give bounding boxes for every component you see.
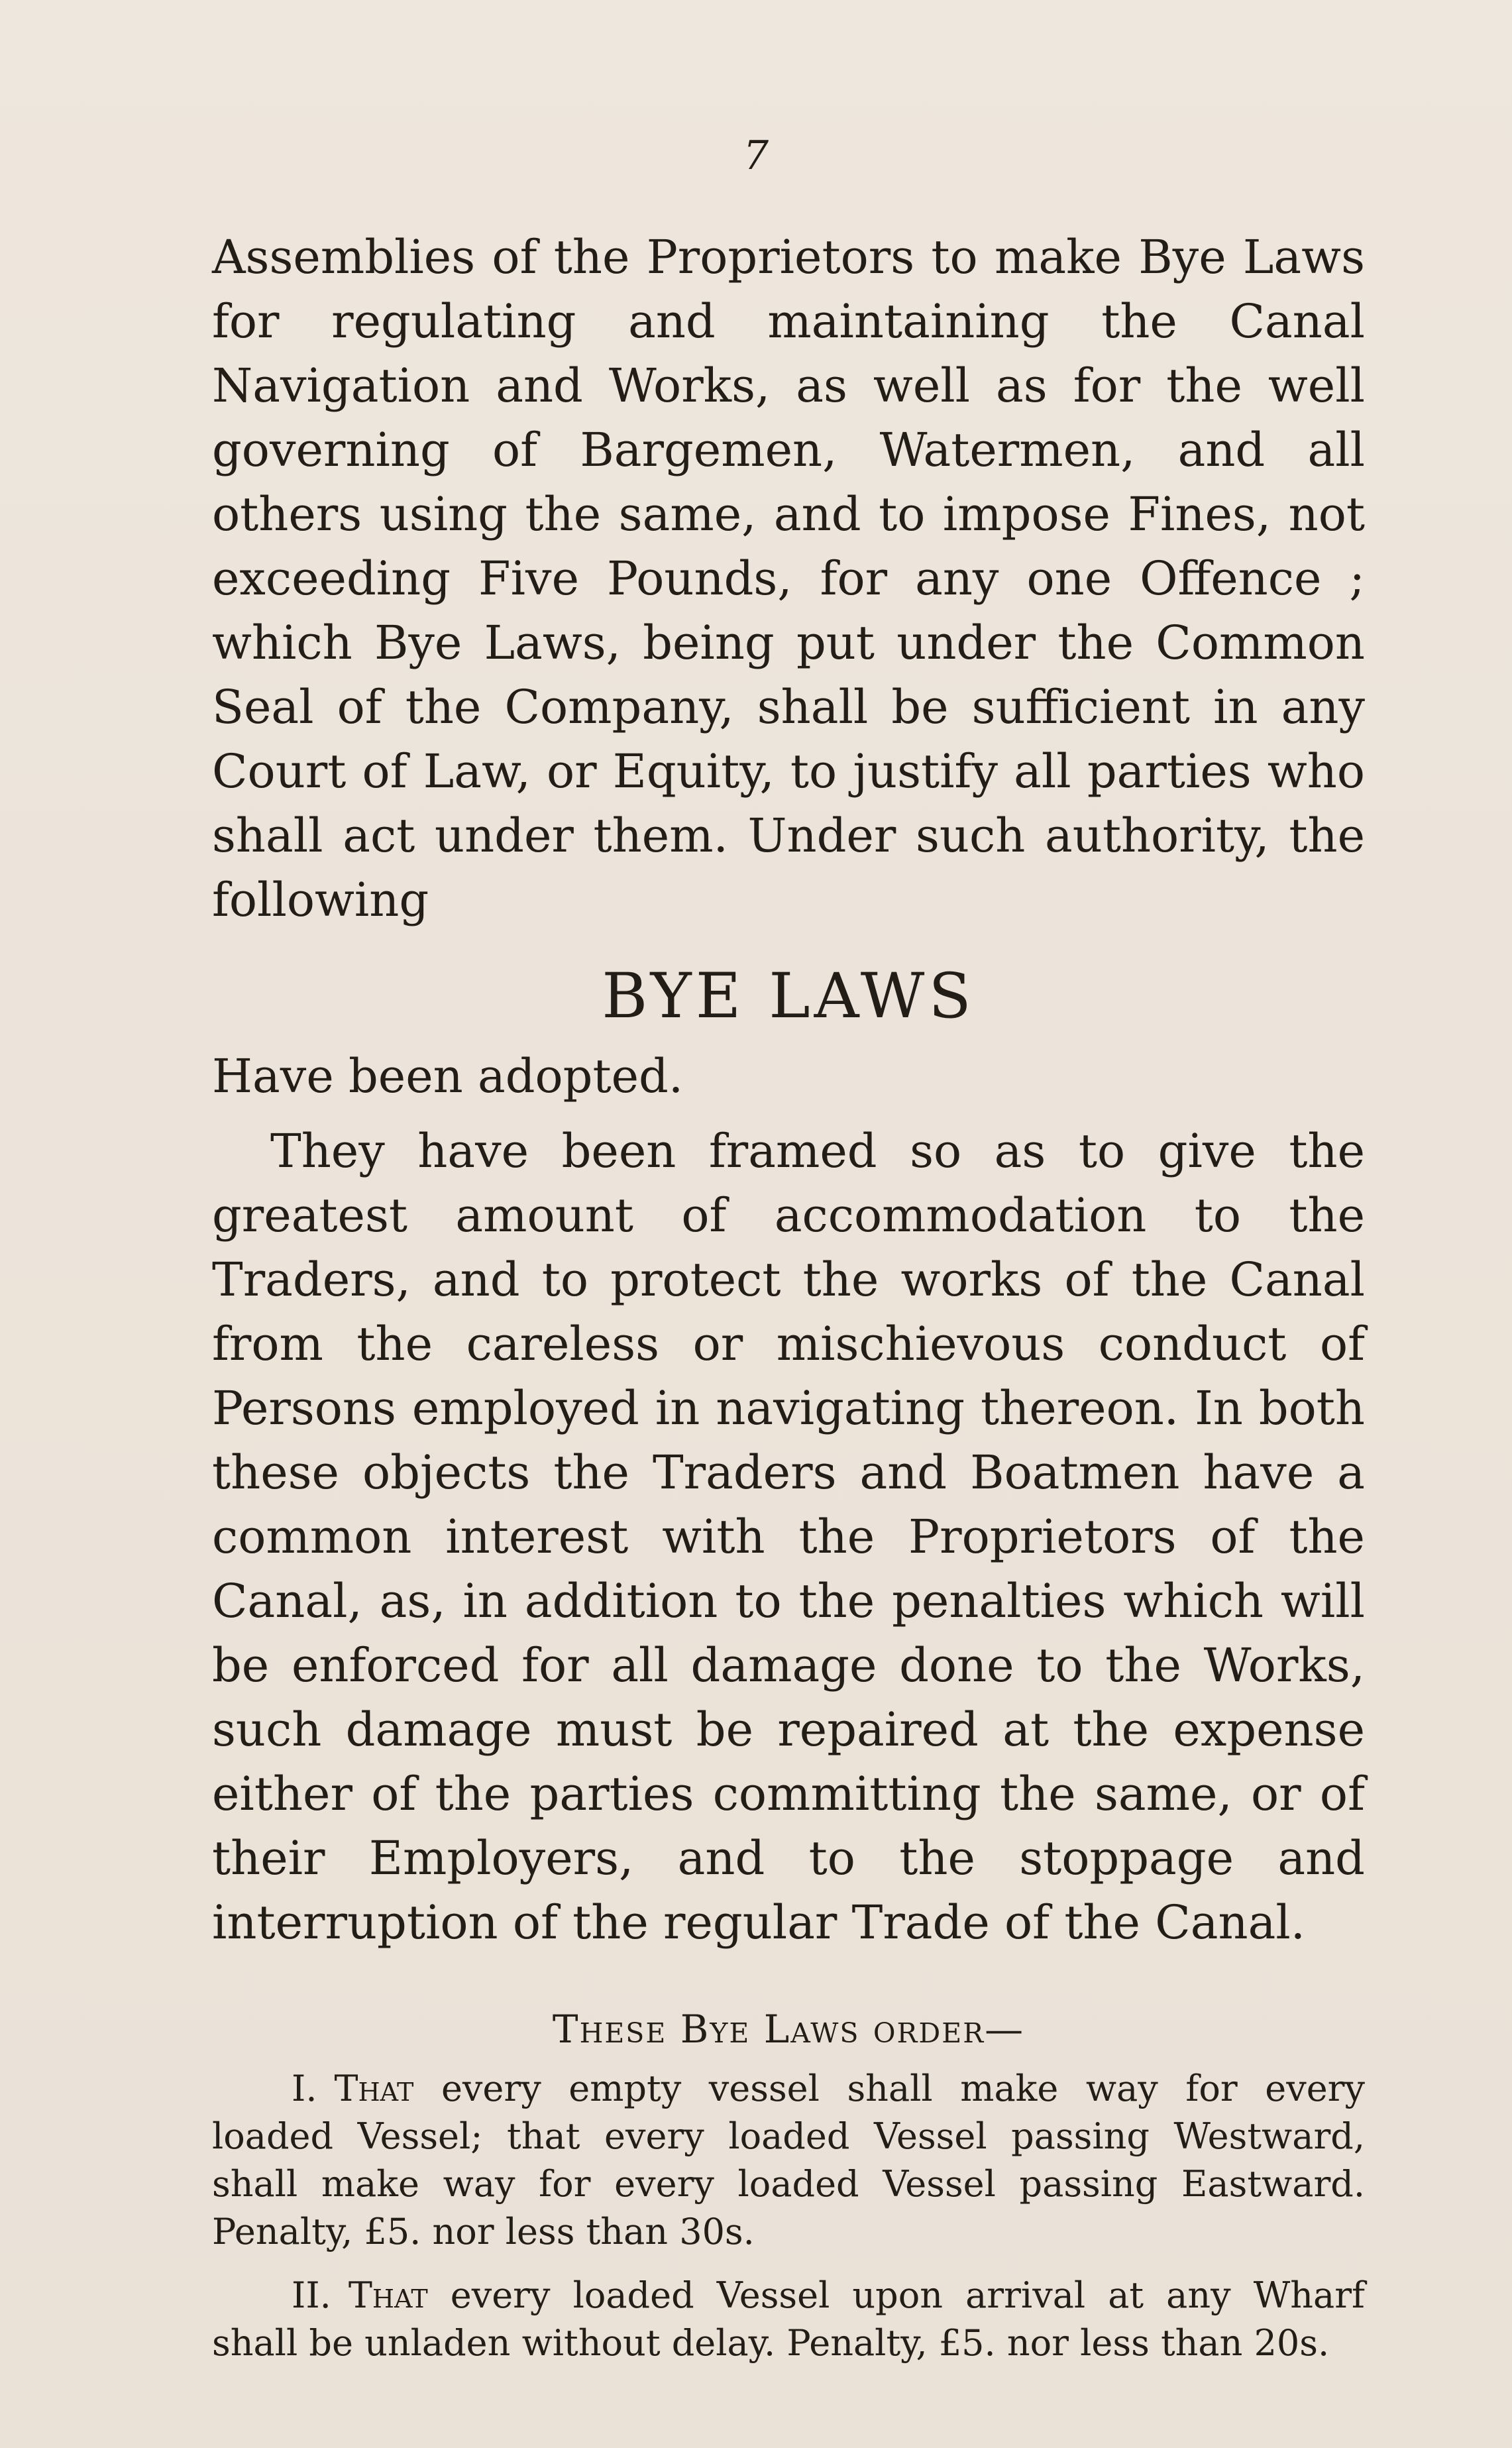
adopted-line: Have been adopted. (212, 1049, 684, 1103)
order-heading: These Bye Laws order— (552, 2007, 1025, 2052)
intro-paragraph: Assemblies of the Proprietors to make Bye Laws for regulating and maintaining the Canal Navigation and Works, as well as for the well governing of Bargemen, Watermen, and all others using the same, and to impose Fines, not exceeding Five Pounds, for any one Offence ; which Bye Laws, being put under the Common Seal of the Company, shall be sufficient in any Court of Law, or Equity, to justify all parties who shall act under them. Under such authority, the following (212, 230, 1365, 927)
rule-numeral: I. (292, 2068, 317, 2109)
page-content (212, 225, 1365, 2383)
rule-numeral: II. (292, 2274, 331, 2316)
page-number: 7 (743, 133, 769, 179)
framing-paragraph: They have been framed so as to give the greatest amount of accommodation to the Traders, and to protect the works of the Canal from the careless or mischievous conduct of Persons employed in navigating thereon. In both these objects the Traders and Boatmen have a common interest with the Proprietors of the Canal, as, in addition to the penalties which will be enforced for all damage done to the Works, such damage must be repaired at the expense either of the parties committing the same, or of their Employers, and to the stoppage and interruption of the regular Trade of the Canal. (212, 1124, 1365, 1950)
bye-laws-heading: BYE LAWS (602, 960, 975, 1032)
rule-text: every loaded Vessel upon arrival at any Wharf shall be unladen without delay. Penalty, £5. nor less than 20s. (212, 2274, 1365, 2364)
rule-item (212, 2065, 1365, 2256)
rule-lead-word: That (334, 2068, 414, 2109)
rule-lead-word: That (348, 2274, 428, 2316)
rule-text: every empty vessel shall make way for every loaded Vessel; that every loaded Vessel passing Westward, shall make way for every loaded Vessel passing Eastward. Penalty, £5. nor less than 30s. (212, 2068, 1365, 2253)
rule-item (212, 2272, 1365, 2367)
